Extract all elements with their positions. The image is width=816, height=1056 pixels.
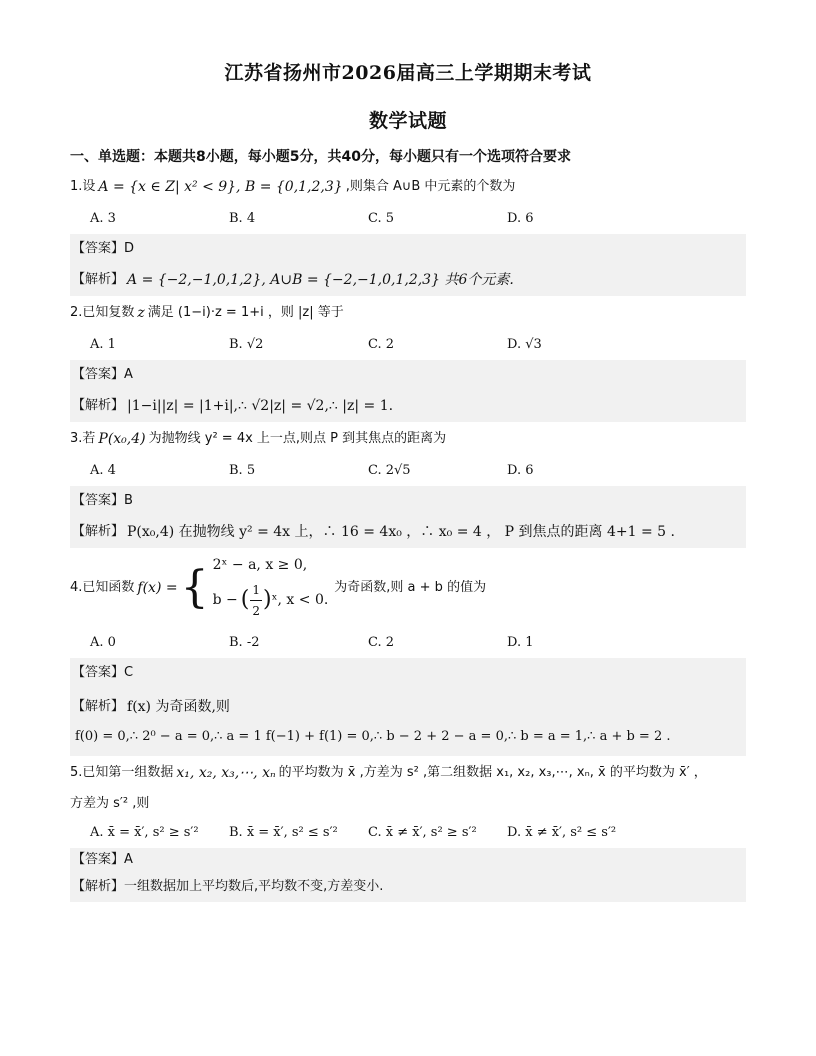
q5-option-c: C. x̄ ≠ x̄′, s² ≥ s′² [368, 825, 477, 840]
q2-math: z [137, 305, 145, 321]
q1-options [70, 204, 746, 234]
q5-prefix: 5.已知第一组数据 [70, 765, 174, 780]
q4-case-1: 2ˣ − a, x ≥ 0, [212, 557, 308, 574]
q2-option-c: C. 2 [368, 337, 395, 352]
q3-prefix: 3.若 [70, 431, 96, 446]
question-2 [70, 296, 746, 422]
q5-analysis [70, 872, 746, 902]
q4-fraction-den: 2 [252, 603, 260, 618]
question-1 [70, 170, 746, 296]
q4-piecewise [213, 553, 329, 623]
answer-tag: 【答案】 [72, 241, 125, 256]
q4-case-2-post: ˣ, x < 0. [271, 592, 329, 609]
q4-case-2: b − ( $\frac{1}{2}$ ) ˣ, x < 0. [213, 580, 329, 621]
analysis-tag: 【解析】 [72, 272, 125, 287]
q5-math: x₁, x₂, x₃,⋯, xₙ [176, 765, 276, 781]
q4-analysis-text: f(x) 为奇函数,则 [127, 699, 230, 715]
q4-answer-value: C [124, 665, 134, 680]
q3-suffix: 为抛物线 y² = 4x 上一点,则点 P 到其焦点的距离为 [148, 431, 447, 446]
q5-line-2: 方差为 s′² ,则 [70, 796, 150, 811]
q3-option-b: B. 5 [229, 463, 256, 478]
q4-analysis-text-2: f(0) = 0,∴ 2⁰ − a = 0,∴ a = 1 f(−1) + f(1) = 0,∴ b − 2 + 2 − a = 0,∴ b = a = 1,∴ a + b = 2 . [75, 729, 671, 744]
exam-page [70, 58, 746, 902]
analysis-tag: 【解析】 [72, 699, 125, 714]
q1-option-c: C. 5 [368, 211, 395, 226]
q5-option-a: A. x̄ = x̄′, s² ≥ s′² [90, 825, 199, 840]
q3-math: P(x₀,4) [98, 431, 146, 447]
q4-prefix: 4.已知函数 [70, 580, 135, 595]
answer-tag: 【答案】 [72, 493, 125, 508]
q5-option-b: B. x̄ = x̄′, s² ≤ s′² [229, 825, 338, 840]
answer-tag: 【答案】 [72, 367, 125, 382]
q2-option-a: A. 1 [90, 337, 116, 352]
q4-option-b: B. -2 [229, 635, 260, 650]
q3-answer-value: B [124, 493, 133, 508]
q5-answer-value: A [124, 852, 133, 867]
q3-analysis-text: P(x₀,4) 在抛物线 y² = 4x 上，∴ 16 = 4x₀ ，∴ x₀ = 4 ， P 到焦点的距离 4+1 = 5 . [127, 524, 675, 540]
q4-option-a: A. 0 [90, 635, 116, 650]
q2-prefix: 2.已知复数 [70, 305, 135, 320]
question-3 [70, 422, 746, 548]
q2-analysis [70, 390, 746, 422]
q1-option-b: B. 4 [229, 211, 256, 226]
q4-answer [70, 658, 746, 688]
q4-option-c: C. 2 [368, 635, 395, 650]
q1-analysis [70, 264, 746, 296]
q5-answer [70, 848, 746, 872]
q1-math: A = {x ∈ Z| x² < 9}, B = {0,1,2,3} [98, 179, 343, 195]
q1-answer [70, 234, 746, 264]
q1-prefix: 1.设 [70, 179, 96, 194]
piecewise-brace-icon: { [180, 562, 209, 613]
q5-suffix: 的平均数为 x̄ ,方差为 s² ,第二组数据 x₁, x₂, x₃,⋯, xₙ, x̄ 的平均数为 x̄′ ， [278, 765, 707, 780]
q4-analysis [70, 688, 746, 756]
q2-suffix: 满足 (1−i)·z = 1+i ，则 |z| 等于 [147, 305, 344, 320]
q4-suffix: 为奇函数,则 a + b 的值为 [334, 580, 487, 595]
answer-tag: 【答案】 [72, 665, 125, 680]
q3-option-c: C. 2√5 [368, 463, 411, 478]
q4-option-d: D. 1 [507, 635, 534, 650]
q1-suffix: ,则集合 A∪B 中元素的个数为 [345, 179, 516, 194]
q3-analysis [70, 516, 746, 548]
question-4 [70, 548, 746, 756]
q3-option-a: A. 4 [90, 463, 116, 478]
section-title: 一、单选题：本题共8小题，每小题5分，共40分，每小题只有一个选项符合要求 [70, 149, 571, 165]
q2-answer [70, 360, 746, 390]
q4-math: f(x) = [137, 580, 178, 596]
q2-option-b: B. √2 [229, 337, 264, 352]
analysis-tag: 【解析】 [72, 524, 125, 539]
q5-option-d: D. x̄ ≠ x̄′, s² ≤ s′² [507, 825, 617, 840]
q2-options [70, 330, 746, 360]
q1-option-a: A. 3 [90, 211, 116, 226]
q1-analysis-text: A = {−2,−1,0,1,2}, A∪B = {−2,−1,0,1,2,3} 共6个元素. [127, 272, 514, 288]
q3-options [70, 456, 746, 486]
answer-tag: 【答案】 [72, 852, 125, 867]
analysis-tag: 【解析】 [72, 879, 125, 894]
q1-answer-value: D [124, 241, 135, 256]
q2-answer-value: A [124, 367, 133, 382]
q4-case-2-pre: b − [212, 592, 238, 609]
exam-title: 江苏省扬州市2026届高三上学期期末考试 [224, 62, 592, 84]
q3-option-d: D. 6 [507, 463, 534, 478]
q4-fraction [250, 580, 262, 621]
q3-answer [70, 486, 746, 516]
q2-option-d: D. √3 [507, 337, 542, 352]
q1-option-d: D. 6 [507, 211, 534, 226]
analysis-tag: 【解析】 [72, 398, 125, 413]
exam-subtitle: 数学试题 [368, 110, 447, 132]
q4-fraction-num: 1 [250, 580, 262, 601]
q5-options [70, 818, 746, 848]
q4-options [70, 628, 746, 658]
q5-analysis-text: 一组数据加上平均数后,平均数不变,方差变小. [124, 879, 384, 894]
q2-analysis-text: |1−i||z| = |1+i|,∴ √2|z| = √2,∴ |z| = 1. [127, 398, 394, 414]
question-5 [70, 756, 746, 902]
